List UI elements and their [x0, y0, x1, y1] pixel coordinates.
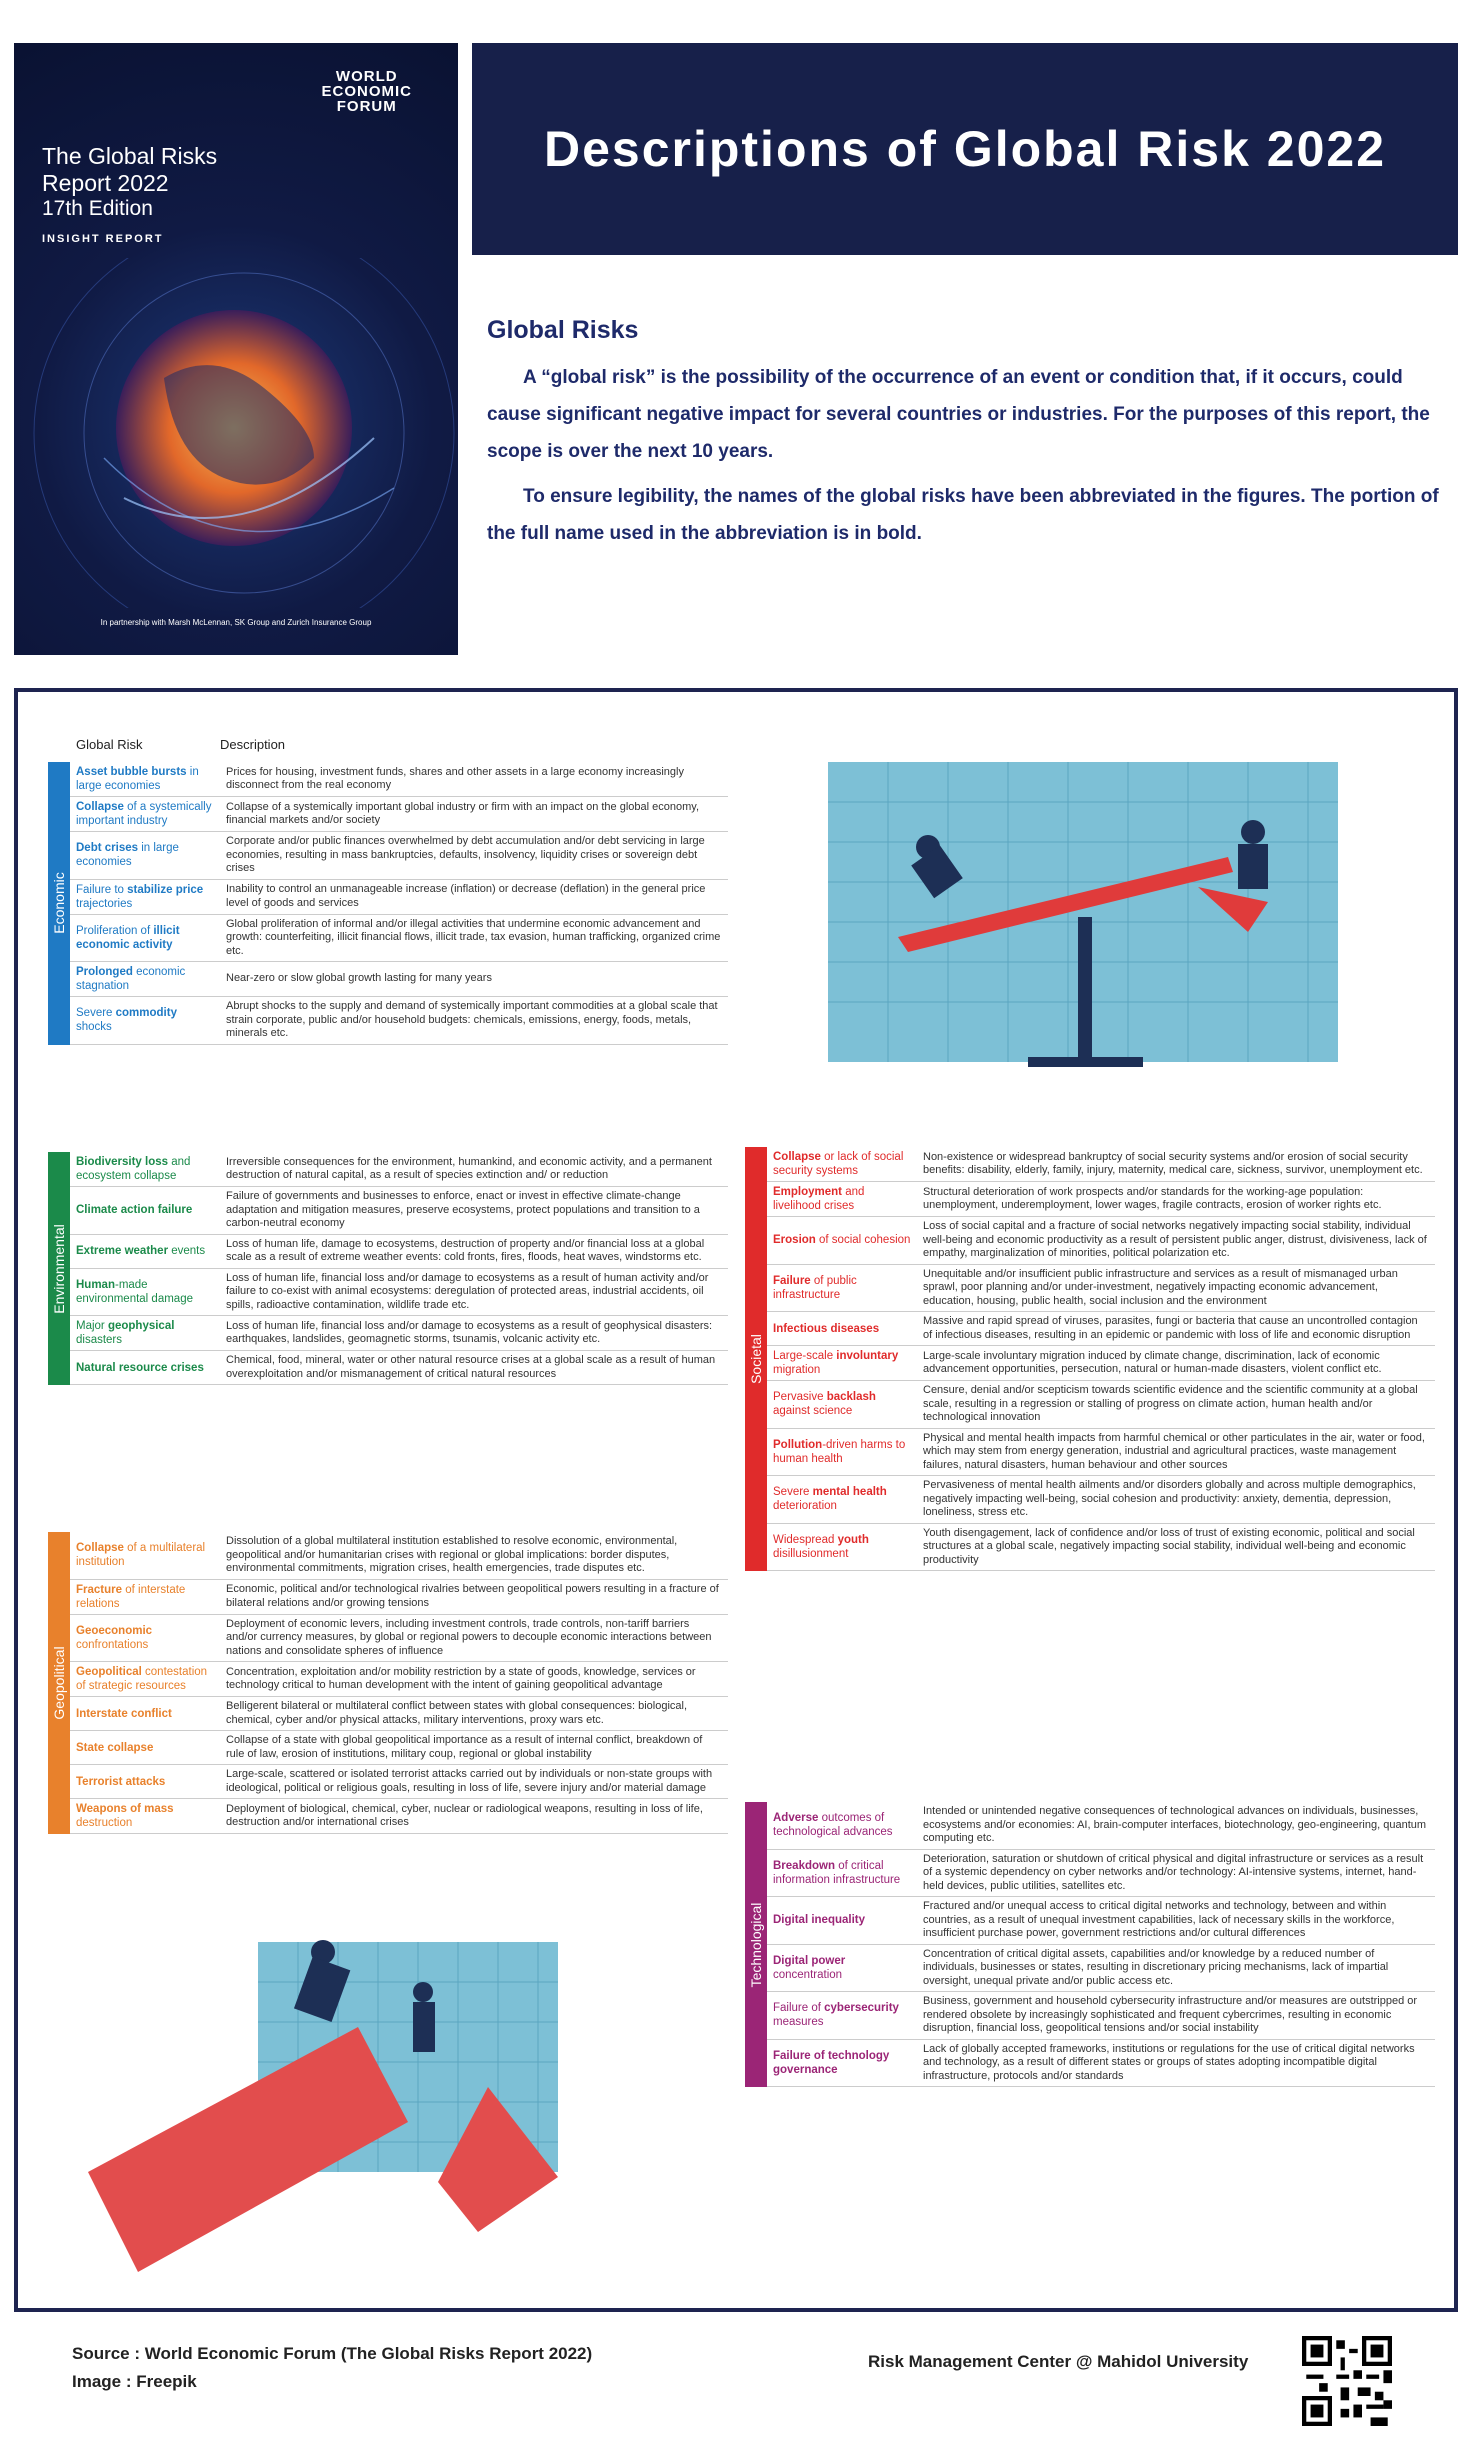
risk-name [70, 962, 220, 996]
risk-name-post: deterioration [773, 1500, 837, 1513]
risk-name-bold: Digital power [773, 1954, 846, 1967]
risk-name-bold: Weapons of mass [76, 1803, 174, 1815]
source-credit: Source : World Economic Forum (The Global Risks Report 2022) [72, 2344, 593, 2363]
risk-name [767, 1182, 917, 1216]
risk-row [70, 1731, 728, 1765]
risk-name [767, 1346, 917, 1380]
risk-description: Loss of social capital and a fracture of social networks negatively impacting social stability, individual well-being and economic productivity as a result of persistent public anger, distrust, divisiveness, lack of empathy, marginalization of minorities, political polarization etc. [923, 1220, 1427, 1259]
risk-description: Unequitable and/or insufficient public infrastructure and services as a result of mismanaged urban sprawl, poor planning and/or under-investment, negatively impacting economic advancement, education, housing, public health, social inclusion and the environment [923, 1267, 1398, 1307]
wef-logo: WORLD ECONOMIC FORUM [321, 68, 412, 115]
risk-description: Concentration, exploitation and/or mobility restriction by a state of goods, knowledge, services or technology critical to human development with the intent of gaining geopolitical advantage [226, 1665, 696, 1691]
risk-name-pre: Failure of technology governance [773, 2049, 890, 2076]
risk-name-post: disasters [76, 1334, 123, 1346]
globe-illustration [14, 258, 458, 608]
risk-row [70, 915, 728, 963]
risk-name-bold: Collapse [773, 1151, 821, 1163]
risk-name-pre: Severe [773, 1486, 813, 1499]
risk-name [70, 1580, 220, 1614]
risk-name-bold: State collapse [76, 1741, 154, 1754]
risk-row [767, 1992, 1435, 2040]
risk-row [70, 1615, 728, 1663]
risk-name-bold: Erosion [773, 1234, 816, 1247]
risk-name-post: migration [773, 1364, 821, 1376]
risk-name-post: outcomes of technological advances [773, 1812, 893, 1839]
category-label: Economic [51, 872, 67, 934]
risk-name [767, 2046, 917, 2080]
risk-row [70, 1316, 728, 1351]
risk-description: Dissolution of a global multilateral institution established to resolve economic, environmental, geopolitical and/or humanitarian crises with regional or global implications: border disputes, environmental commitments, migration crises, health emergencies, trade disputes etc. [226, 1535, 678, 1574]
risk-name-bold: Digital inequality [773, 1914, 866, 1927]
cover-edition: 17th Edition [42, 197, 153, 220]
risk-name-post: and livelihood crises [773, 1186, 865, 1212]
risk-name [70, 1799, 220, 1833]
category-bar [48, 1152, 70, 1385]
risk-name-pre: Failure of [773, 2002, 825, 2015]
risk-description: Loss of human life, financial loss and/or damage to ecosystems as a result of human activity and/or failure to co-exist with animal ecosystems: deregulation of protected areas, industrial accidents, oil spills, radioactive contamination, wildlife trade etc. [226, 1271, 709, 1311]
risk-row [70, 1765, 728, 1799]
risk-panel [14, 688, 1458, 2312]
risk-description: Inability to control an unmanageable increase (inflation) or decrease (deflation) in the general price level of goods and services [226, 883, 706, 909]
risk-name-post: economic stagnation [76, 966, 186, 992]
risk-name-bold: Prolonged [76, 966, 133, 978]
risk-name-bold: Infectious diseases [773, 1322, 880, 1335]
risk-row [70, 1662, 728, 1697]
category-label: Societal [748, 1334, 764, 1384]
risk-row [70, 797, 728, 832]
page-title: Descriptions of Global Risk 2022 [543, 121, 1387, 177]
risk-name [70, 1316, 220, 1350]
risk-row [70, 1152, 728, 1187]
risk-name [70, 1538, 220, 1572]
risk-name-post: measures [773, 2016, 824, 2029]
risk-name-bold: involuntary [836, 1350, 899, 1362]
risk-description: Corporate and/or public finances overwhelmed by debt accumulation and/or debt servicing in large economies, resulting in mass bankruptcies, defaults, insolvency, liquidity crises or sovereign debt crises [226, 835, 705, 874]
risk-name-bold: illicit economic activity [76, 924, 180, 951]
risk-group-economic [48, 762, 728, 1045]
risk-name [70, 1358, 220, 1378]
image-credit: Image : Freepik [72, 2372, 197, 2391]
risk-row [70, 762, 728, 797]
risk-name [70, 1003, 220, 1037]
risk-row [767, 1897, 1435, 1945]
cover-partner: In partnership with Marsh McLennan, SK Group and Zurich Insurance Group [100, 618, 372, 627]
risk-description: Deployment of economic levers, including investment controls, trade controls, non-tariff barriers and/or currency measures, by global or regional powers to decouple economic interactions between nations and consolidate spheres of influence [226, 1617, 712, 1657]
category-bar [745, 1802, 767, 2087]
risk-name-post: -driven harms to human health [773, 1438, 906, 1465]
risk-description: Lack of globally accepted frameworks, institutions or regulations for the use of critical digital networks and technology, as a result of different states or groups of states adopting incompatible digital infrastructure, protocols and/or standards [923, 2042, 1415, 2082]
risk-group-societal [745, 1147, 1435, 1571]
risk-name-post: or lack of social security systems [773, 1151, 904, 1177]
risk-name-bold: Terrorist attacks [76, 1775, 166, 1788]
risk-name-bold: Geoeconomic [76, 1624, 153, 1637]
category-bar [48, 1532, 70, 1834]
risk-name-bold: Adverse [773, 1812, 819, 1825]
risk-name-post: destruction [76, 1817, 133, 1829]
risk-description: Fractured and/or unequal access to critical digital networks and technology, between and within countries, as a result of unequal investment capabilities, lack of necessary skills in the workforce, insufficient purchase power, government restrictions and/or cultural differences [923, 1900, 1395, 1939]
risk-row [767, 1524, 1435, 1572]
risk-name [70, 1738, 220, 1758]
risk-row [767, 1312, 1435, 1346]
risk-name [767, 1530, 917, 1564]
risk-row [70, 1799, 728, 1834]
seesaw-illustration [808, 752, 1358, 1092]
risk-description: Irreversible consequences for the environment, humankind, and economic activity, and a permanent destruction of natural capital, as a result of species extinction and/ or reduction [226, 1155, 712, 1181]
risk-name-post: of critical information infrastructure [773, 1859, 901, 1886]
risk-row [767, 1476, 1435, 1524]
risk-row [767, 1147, 1435, 1182]
risk-name-bold: mental health [812, 1486, 887, 1499]
risk-description: Physical and mental health impacts from harmful chemical or other particulates in the air, water or food, which may stem from energy generation, industrial and agricultural practices, waste management failures, natural disasters, human behaviour and other sources [923, 1431, 1425, 1471]
risk-description: Large-scale, scattered or isolated terrorist attacks carried out by individuals or non-state groups with ideological, political or religious goals, resulting in loss of life, severe injury and/or material damage [226, 1768, 713, 1794]
risk-description: Near-zero or slow global growth lasting for many years [226, 972, 492, 985]
risk-name-bold: Collapse [76, 801, 124, 813]
risk-name-post: of public infrastructure [773, 1274, 857, 1301]
risk-name [767, 1147, 917, 1181]
risk-name-post: trajectories [76, 897, 133, 910]
footer-credits [72, 2340, 592, 2396]
risk-description: Chemical, food, mineral, water or other natural resource crises at a global scale as a result of human overexploitation and/or mismanagement of critical natural resources [226, 1354, 716, 1380]
arrows-illustration [78, 1932, 638, 2292]
risk-row [767, 1429, 1435, 1477]
risk-group-environmental [48, 1152, 728, 1385]
risk-name [70, 838, 220, 872]
risk-row [767, 1217, 1435, 1265]
risk-name [70, 1772, 220, 1792]
risk-name-pre: Large-scale [773, 1350, 837, 1362]
risk-name [70, 1241, 220, 1261]
risk-name-bold: Failure [773, 1274, 811, 1287]
risk-name-post: against science [773, 1405, 853, 1418]
risk-name-bold: Fracture [76, 1583, 123, 1596]
risk-row [70, 1580, 728, 1615]
risk-row [70, 832, 728, 880]
risk-row [70, 1269, 728, 1317]
risk-row [767, 1346, 1435, 1381]
report-cover [14, 43, 458, 655]
intro [487, 316, 1447, 560]
intro-paragraph-1: A “global risk” is the possibility of the occurrence of an event or condition that, if it occurs, could cause significant negative impact for several countries or industries. For the purposes of this report, the scope is over the next 10 years. [487, 367, 1430, 462]
risk-name-bold: stabilize price [127, 883, 204, 896]
risk-name-post: contestation of strategic resources [76, 1666, 208, 1692]
table-header [48, 738, 728, 751]
risk-name-post: -made environmental damage [76, 1278, 193, 1305]
risk-name-bold: Natural resource crises [76, 1361, 204, 1374]
risk-row [70, 1532, 728, 1580]
risk-row [767, 1945, 1435, 1993]
risk-row [767, 1182, 1435, 1217]
risk-name-post: disillusionment [773, 1547, 849, 1560]
risk-name-post: of social cohesion [815, 1234, 911, 1247]
risk-row [767, 1265, 1435, 1313]
risk-name [70, 880, 220, 914]
risk-row [70, 1187, 728, 1235]
risk-description: Prices for housing, investment funds, shares and other assets in a large economy increasingly disconnect from the real economy [226, 765, 684, 791]
risk-description: Collapse of a state with global geopolitical importance as a result of internal conflict, breakdown of rule of law, erosion of institutions, military coup, regional or global instability [226, 1734, 703, 1760]
risk-name-post: of a multilateral institution [76, 1542, 206, 1569]
risk-row [70, 1235, 728, 1269]
risk-name-post: events [168, 1245, 206, 1257]
risk-description: Non-existence or widespread bankruptcy of social security systems and/or erosion of social security benefits: disability, elderly, family, injury, maternity, medical care, sickness, survivor, unemployment etc. [923, 1150, 1423, 1176]
risk-name [767, 1319, 917, 1339]
risk-name-post: in large economies [76, 842, 179, 869]
intro-heading: Global Risks [487, 316, 639, 344]
title-banner [472, 43, 1458, 255]
header-description: Description [220, 737, 286, 752]
category-label: Technological [748, 1902, 764, 1987]
risk-description: Failure of governments and businesses to enforce, enact or invest in effective climate-change adaptation and mitigation measures, preserve ecosystems, protect populations and transition to a carbon-neutral economy [226, 1190, 700, 1229]
risk-name [70, 762, 220, 796]
risk-name-post: of interstate relations [76, 1583, 186, 1610]
risk-name-bold: Interstate conflict [76, 1707, 172, 1720]
risk-name [70, 1662, 220, 1696]
risk-description: Pervasiveness of mental health ailments and/or disorders globally and across multiple demographics, negatively impacting well-being, social cohesion and productivity: anxiety, dementia, depression, loneliness, stress etc. [923, 1479, 1416, 1518]
risk-row [70, 1697, 728, 1731]
risk-name [767, 1230, 917, 1250]
risk-name [767, 1271, 917, 1305]
risk-name [70, 921, 220, 955]
risk-name [767, 1998, 917, 2032]
risk-name-pre: Pervasive [773, 1391, 827, 1404]
risk-row [767, 1802, 1435, 1850]
risk-row [767, 1381, 1435, 1429]
risk-name-bold: Biodiversity loss [76, 1156, 169, 1168]
risk-name-bold: Human [76, 1278, 115, 1291]
cover-kind: INSIGHT REPORT [42, 233, 164, 245]
category-label: Environmental [51, 1223, 67, 1314]
risk-name [70, 1200, 220, 1220]
risk-name [767, 1910, 917, 1930]
risk-group-technological [745, 1802, 1435, 2087]
risk-row [70, 997, 728, 1045]
risk-description: Global proliferation of informal and/or illegal activities that undermine economic advancement and growth: counterfeiting, illicit financial flows, illicit trade, tax evasion, human trafficking, organized crime etc. [226, 917, 721, 957]
risk-name [767, 1387, 917, 1421]
risk-name-bold: youth [837, 1533, 869, 1546]
category-bar [745, 1147, 767, 1571]
risk-name-bold: Collapse [76, 1542, 124, 1555]
risk-name [70, 1275, 220, 1309]
risk-description: Massive and rapid spread of viruses, parasites, fungi or bacteria that cause an uncontrolled contagion of infectious diseases, resulting in an epidemic or pandemic with loss of life and economic disruption [923, 1315, 1418, 1341]
risk-description: Business, government and household cybersecurity infrastructure and/or measures are outstripped or rendered obsolete by increasingly sophisticated and frequent cybercrimes, resulting in economic disruption, financial loss, geopolitical tensions and/or social instability [923, 1995, 1418, 2034]
risk-description: Deployment of biological, chemical, cyber, nuclear or radiological weapons, resulting in loss of life, destruction and/or international crises [226, 1802, 703, 1828]
risk-row [70, 962, 728, 997]
risk-row [70, 880, 728, 915]
risk-name-bold: cybersecurity [824, 2002, 899, 2015]
risk-name-bold: Asset bubble bursts [76, 766, 187, 778]
risk-name [70, 1704, 220, 1724]
risk-description: Loss of human life, financial loss and/or damage to ecosystems as a result of geophysical disasters: earthquakes, landslides, geomagnetic storms, tsunamis, volcanic activity etc. [226, 1319, 713, 1345]
risk-group-geopolitical [48, 1532, 728, 1834]
risk-name [767, 1951, 917, 1985]
cover-title: The Global Risks Report 2022 [42, 143, 218, 196]
header-risk: Global Risk [76, 737, 143, 752]
risk-name [70, 797, 220, 831]
risk-name-bold: Extreme weather [76, 1245, 169, 1257]
risk-name-post: in large economies [76, 766, 199, 792]
risk-name-bold: Breakdown [773, 1859, 835, 1872]
category-bar [48, 762, 70, 1045]
qr-code[interactable] [1302, 2336, 1392, 2426]
risk-description: Economic, political and/or technological rivalries between geopolitical powers resulting in a fracture of bilateral relations and/or growing tensions [226, 1583, 719, 1609]
risk-description: Loss of human life, damage to ecosystems, destruction of property and/or financial loss at a global scale as a result of extreme weather events: cold fronts, fires, floods, heat waves, windstorms etc. [226, 1237, 705, 1263]
risk-name-bold: Pollution [773, 1438, 823, 1451]
risk-description: Concentration of critical digital assets, capabilities and/or knowledge by a reduced number of individuals, businesses or states, resulting in discretionary pricing mechanisms, lack of impartial oversight, unequal private and/or public access etc. [923, 1947, 1389, 1987]
risk-name-bold: commodity [115, 1007, 177, 1020]
risk-name-post: shocks [76, 1021, 112, 1034]
intro-paragraph-2: To ensure legibility, the names of the global risks have been abbreviated in the figures. The portion of the full name used in the abbreviation is in bold. [487, 486, 1439, 544]
risk-description: Youth disengagement, lack of confidence and/or loss of trust of existing economic, political and social structures at a global scale, negatively impacting social stability, individual well-being and economic productivity [923, 1526, 1415, 1566]
risk-description: Censure, denial and/or scepticism towards scientific evidence and the scientific community at a global scale, resulting in a regression or stalling of progress on climate action, human health and/or technological innovation [923, 1384, 1418, 1423]
risk-row [767, 1850, 1435, 1898]
risk-description: Deterioration, saturation or shutdown of critical physical and digital infrastructure or services as a result of a systemic dependency on cyber networks and/or technology: AI-intensive systems, internet, hand-held devices, public utilities, satellites etc. [923, 1852, 1424, 1892]
risk-name [767, 1856, 917, 1890]
category-label: Geopolitical [51, 1646, 67, 1720]
risk-name-post: and ecosystem collapse [76, 1156, 191, 1182]
risk-description: Large-scale involuntary migration induced by climate change, discrimination, lack of economic advancement opportunities, persecution, natural or human-made disasters, violent conflict etc. [923, 1349, 1382, 1375]
risk-name-bold: Debt crises [76, 842, 139, 855]
risk-description: Intended or unintended negative consequences of technological advances on individuals, businesses, ecosystems and/or economies: AI, brain-computer interfaces, biotechnology, geo-engineering, quantum computing etc. [923, 1805, 1427, 1844]
risk-name-pre: Proliferation of [76, 924, 154, 937]
risk-name [70, 1152, 220, 1186]
risk-row [767, 2040, 1435, 2088]
risk-name [767, 1482, 917, 1516]
risk-name-bold: Geopolitical [76, 1666, 142, 1678]
risk-row [70, 1351, 728, 1385]
risk-name-post: confrontations [76, 1638, 149, 1651]
risk-name-pre: Widespread [773, 1533, 838, 1546]
risk-description: Abrupt shocks to the supply and demand of systemically important commodities at a global scale that strain corporate, public and/or household budgets: chemicals, emissions, energy, foods, metals, minerals etc. [226, 1000, 718, 1039]
risk-name [70, 1621, 220, 1655]
risk-name-post: concentration [773, 1968, 843, 1981]
risk-name-pre: Severe [76, 1007, 116, 1020]
risk-name-bold: Employment [773, 1186, 843, 1198]
risk-name-post: of a systemically important industry [76, 801, 212, 827]
center-credit: Risk Management Center @ Mahidol University [868, 2352, 1249, 2371]
risk-name-bold: Climate action failure [76, 1204, 193, 1217]
risk-description: Belligerent bilateral or multilateral conflict between states with global consequences: biological, chemical, cyber and/or physical attacks, military interventions, proxy wars etc. [226, 1700, 688, 1726]
risk-name-pre: Failure to [76, 883, 128, 896]
risk-name-bold: backlash [826, 1391, 876, 1404]
risk-name [767, 1808, 917, 1842]
risk-name-bold: geophysical [107, 1320, 175, 1332]
risk-name [767, 1435, 917, 1469]
risk-name-pre: Major [76, 1320, 108, 1332]
risk-description: Structural deterioration of work prospects and/or standards for the working-age population: unemployment, underemployment, lower wages, fragile contracts, erosion of worker rights etc. [923, 1185, 1382, 1211]
risk-description: Collapse of a systemically important global industry or firm with an impact on the global economy, financial markets and/or society [226, 800, 700, 826]
